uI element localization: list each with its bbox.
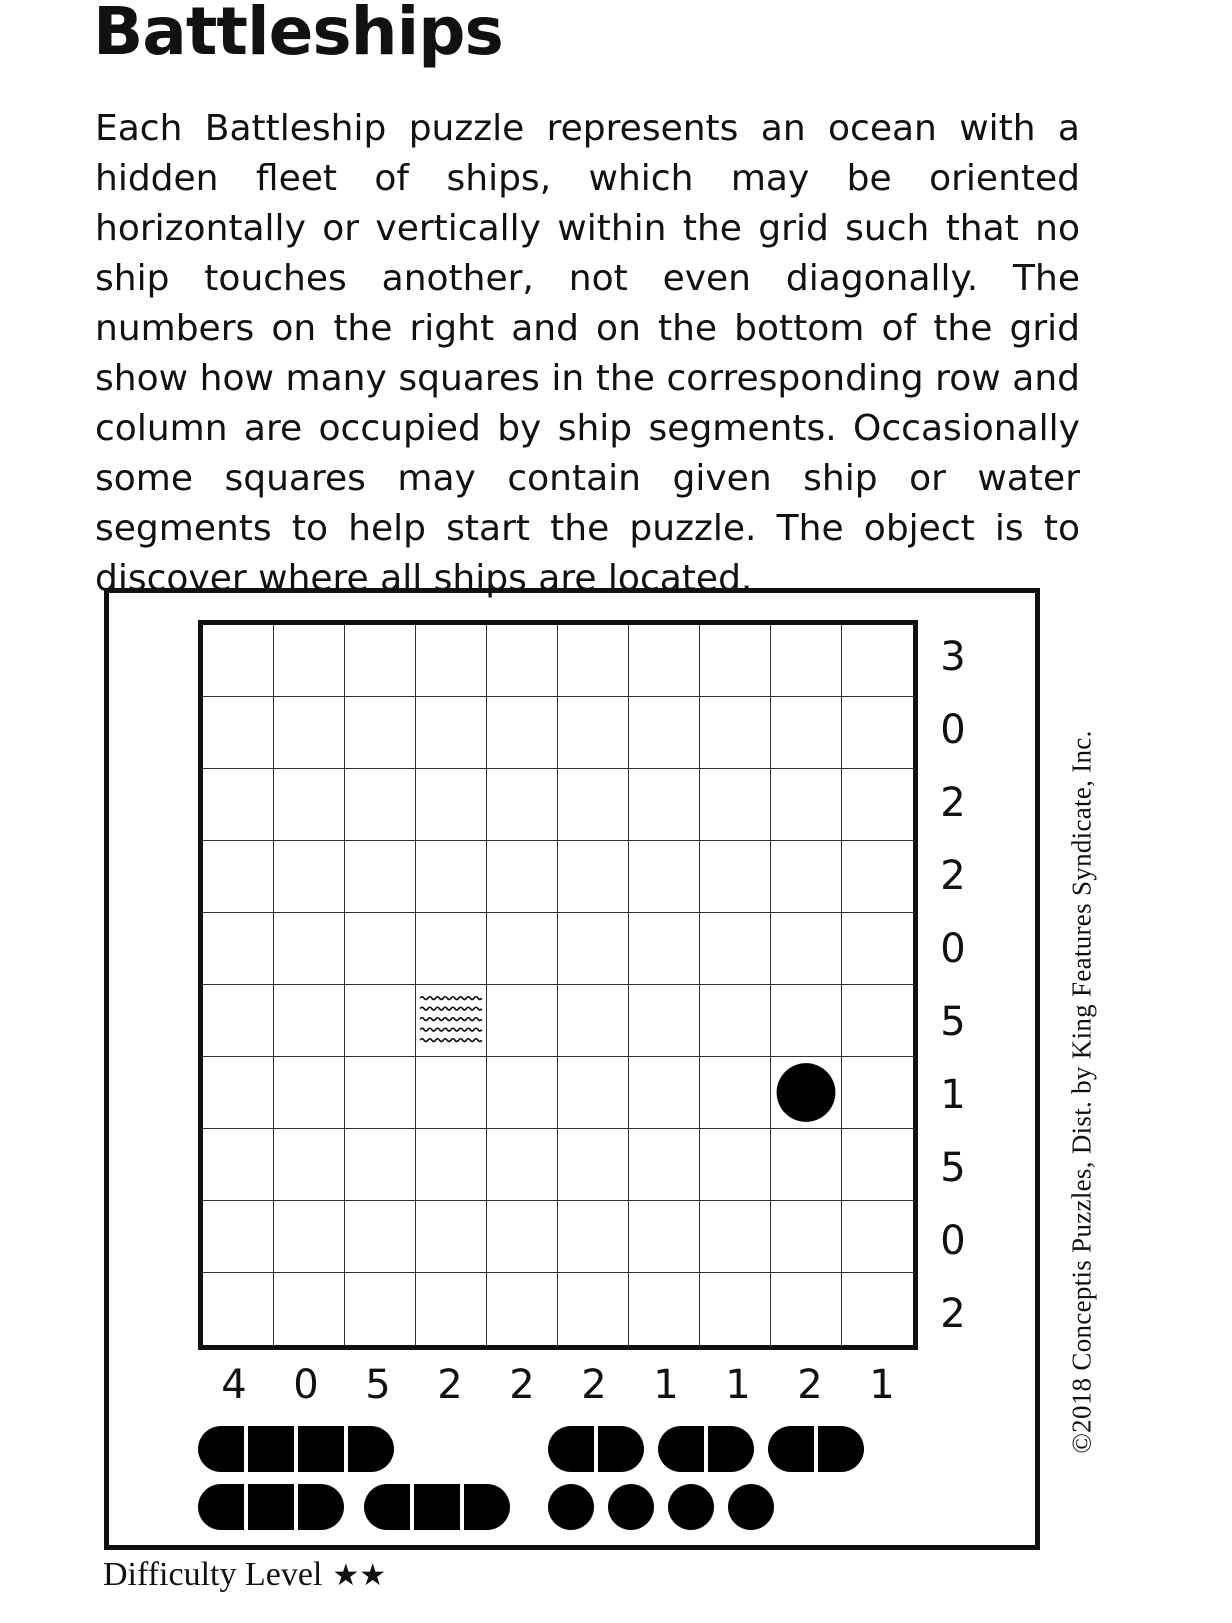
difficulty-label: Difficulty Level xyxy=(103,1556,323,1593)
grid-cell[interactable] xyxy=(203,1201,274,1273)
grid-cell[interactable] xyxy=(700,1057,771,1129)
grid-cell[interactable] xyxy=(274,1273,345,1345)
column-clue: 4 xyxy=(221,1362,247,1408)
grid-cell[interactable] xyxy=(629,1273,700,1345)
grid-cell[interactable] xyxy=(629,841,700,913)
grid-cell[interactable] xyxy=(487,625,558,697)
grid-cell[interactable] xyxy=(558,1129,629,1201)
fleet-ship xyxy=(198,1426,394,1472)
grid-cell[interactable] xyxy=(345,841,416,913)
grid-cell[interactable] xyxy=(203,1057,274,1129)
grid-cell[interactable] xyxy=(629,1129,700,1201)
column-clue: 1 xyxy=(725,1362,751,1408)
column-clue: 1 xyxy=(869,1362,895,1408)
grid-cell[interactable] xyxy=(629,913,700,985)
row-clue: 1 xyxy=(940,1071,966,1118)
instructions-text: Each Battleship puzzle represents an ocean with a hidden fleet of ships, which may be oriented horizontally or vertically within the grid such that no ship touches another, not even diagonally. The numbers on the right and on the bottom of the grid show how many squares in the corresponding row and column are occupied by ship segments. Occasionally some squares may contain given ship or water segments to help start the puzzle. The object is to discover where all ships are located. xyxy=(95,108,1080,599)
grid-cell[interactable] xyxy=(771,1201,842,1273)
grid-cell[interactable] xyxy=(629,1201,700,1273)
row-clue: 2 xyxy=(940,852,966,899)
fleet-legend xyxy=(198,1422,898,1542)
fleet-ship xyxy=(548,1484,594,1530)
grid-cell[interactable] xyxy=(274,841,345,913)
grid-cell[interactable] xyxy=(842,985,913,1057)
grid-cell[interactable] xyxy=(274,985,345,1057)
grid-cell[interactable] xyxy=(345,913,416,985)
grid-cell[interactable] xyxy=(487,769,558,841)
grid-cell[interactable] xyxy=(203,1273,274,1345)
grid-cell[interactable] xyxy=(274,769,345,841)
column-clues xyxy=(198,1355,918,1415)
grid-cell[interactable] xyxy=(345,985,416,1057)
grid-cell[interactable] xyxy=(416,1129,487,1201)
grid-cell[interactable] xyxy=(558,985,629,1057)
grid-cell[interactable] xyxy=(771,1273,842,1345)
grid-cell[interactable] xyxy=(274,1129,345,1201)
column-clue: 2 xyxy=(509,1362,535,1408)
grid-cell[interactable] xyxy=(416,625,487,697)
grid-cell[interactable] xyxy=(274,697,345,769)
grid-cell[interactable] xyxy=(345,1273,416,1345)
grid-cell[interactable] xyxy=(274,1201,345,1273)
grid-cell[interactable] xyxy=(274,913,345,985)
grid-cell[interactable] xyxy=(771,625,842,697)
grid-cell[interactable] xyxy=(558,841,629,913)
column-clue: 2 xyxy=(581,1362,607,1408)
grid-cell[interactable] xyxy=(842,913,913,985)
row-clue: 3 xyxy=(940,633,966,680)
grid-cell[interactable] xyxy=(203,913,274,985)
difficulty-stars: ★★ xyxy=(332,1558,387,1593)
grid-cell[interactable] xyxy=(700,769,771,841)
grid-cell[interactable] xyxy=(629,1057,700,1129)
grid-cell[interactable] xyxy=(203,841,274,913)
column-clue: 1 xyxy=(653,1362,679,1408)
grid-cell[interactable] xyxy=(345,1201,416,1273)
grid-cell[interactable] xyxy=(842,1057,913,1129)
grid-cell[interactable] xyxy=(274,1057,345,1129)
column-clue: 5 xyxy=(365,1362,391,1408)
grid-cell[interactable] xyxy=(629,697,700,769)
row-clue: 0 xyxy=(940,1217,966,1264)
row-clue: 0 xyxy=(940,706,966,753)
grid-cell[interactable] xyxy=(842,1129,913,1201)
grid-cell[interactable] xyxy=(416,769,487,841)
puzzle-title: Battleships xyxy=(93,0,503,70)
grid-cell[interactable] xyxy=(345,1057,416,1129)
grid-cell[interactable] xyxy=(487,913,558,985)
grid-cell[interactable] xyxy=(700,985,771,1057)
grid-cell[interactable] xyxy=(771,1129,842,1201)
copyright-text: ©2018 Conceptis Puzzles, Dist. by King Features Syndicate, Inc. xyxy=(1066,730,1097,1454)
grid-cell[interactable] xyxy=(558,1201,629,1273)
column-clue: 2 xyxy=(797,1362,823,1408)
grid-cell[interactable] xyxy=(416,1201,487,1273)
fleet-ships xyxy=(198,1422,898,1542)
grid-cell[interactable] xyxy=(274,625,345,697)
grid-cell[interactable] xyxy=(558,625,629,697)
grid-cell[interactable] xyxy=(629,625,700,697)
grid-cell[interactable] xyxy=(203,985,274,1057)
grid-cell[interactable] xyxy=(842,697,913,769)
grid-cell[interactable] xyxy=(771,769,842,841)
water-icon xyxy=(416,985,486,1056)
grid-cell[interactable] xyxy=(487,1201,558,1273)
grid-cell[interactable] xyxy=(345,1129,416,1201)
grid-cell[interactable] xyxy=(700,913,771,985)
grid-cell[interactable] xyxy=(842,1273,913,1345)
grid-cell[interactable] xyxy=(416,913,487,985)
grid-cell[interactable] xyxy=(842,769,913,841)
row-clue: 2 xyxy=(940,1290,966,1337)
fleet-ship xyxy=(728,1484,774,1530)
row-clue: 5 xyxy=(940,1144,966,1191)
grid-cell[interactable] xyxy=(345,625,416,697)
fleet-ship xyxy=(548,1426,644,1472)
column-clue: 0 xyxy=(293,1362,319,1408)
grid-cell[interactable] xyxy=(700,841,771,913)
grid-cell[interactable] xyxy=(558,1057,629,1129)
grid-cell[interactable] xyxy=(487,841,558,913)
fleet-ship xyxy=(768,1426,864,1472)
fleet-ship xyxy=(198,1484,344,1530)
grid-cell[interactable] xyxy=(416,1057,487,1129)
grid-cell[interactable] xyxy=(345,697,416,769)
grid-cell[interactable] xyxy=(629,985,700,1057)
grid-cell[interactable] xyxy=(487,985,558,1057)
grid-cell[interactable] xyxy=(203,769,274,841)
grid-cell[interactable] xyxy=(629,769,700,841)
grid-cell[interactable] xyxy=(700,1129,771,1201)
grid-cell[interactable] xyxy=(700,697,771,769)
fleet-ship xyxy=(608,1484,654,1530)
grid-cell[interactable] xyxy=(345,769,416,841)
grid-cell[interactable] xyxy=(487,1057,558,1129)
grid-cell[interactable] xyxy=(558,913,629,985)
grid-cell[interactable] xyxy=(487,1129,558,1201)
column-clue: 2 xyxy=(437,1362,463,1408)
grid-cell[interactable] xyxy=(842,1201,913,1273)
grid-cell[interactable] xyxy=(416,697,487,769)
fleet-ship xyxy=(658,1426,754,1472)
ship-segment-icon xyxy=(771,1057,841,1128)
grid-cell[interactable] xyxy=(771,841,842,913)
grid-cell[interactable] xyxy=(771,913,842,985)
grid-cell[interactable] xyxy=(416,1273,487,1345)
grid-cell[interactable] xyxy=(416,985,487,1057)
grid-cell[interactable] xyxy=(842,841,913,913)
battleship-grid xyxy=(198,620,918,1350)
row-clues xyxy=(918,620,988,1350)
grid-cell[interactable] xyxy=(558,769,629,841)
grid-cell[interactable] xyxy=(487,697,558,769)
grid-cell[interactable] xyxy=(700,1201,771,1273)
fleet-ship xyxy=(668,1484,714,1530)
grid-cell[interactable] xyxy=(203,1129,274,1201)
grid-cell[interactable] xyxy=(416,841,487,913)
row-clue: 0 xyxy=(940,925,966,972)
difficulty-level xyxy=(103,1556,386,1594)
grid-cell[interactable] xyxy=(487,1273,558,1345)
grid-cell[interactable] xyxy=(558,1273,629,1345)
row-clue: 5 xyxy=(940,998,966,1045)
grid-cell[interactable] xyxy=(203,697,274,769)
grid-cell[interactable] xyxy=(700,1273,771,1345)
grid-cell[interactable] xyxy=(203,625,274,697)
grid-cell[interactable] xyxy=(771,985,842,1057)
grid-cell[interactable] xyxy=(771,697,842,769)
grid-cell[interactable] xyxy=(771,1057,842,1129)
fleet-ship xyxy=(364,1484,510,1530)
grid-cell[interactable] xyxy=(700,625,771,697)
grid-cell[interactable] xyxy=(842,625,913,697)
grid-cell[interactable] xyxy=(558,697,629,769)
row-clue: 2 xyxy=(940,779,966,826)
